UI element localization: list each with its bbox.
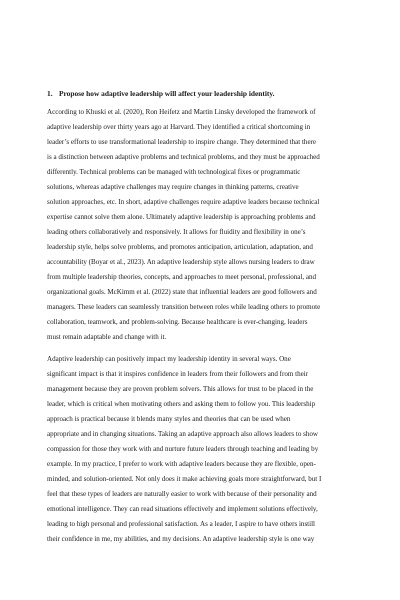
text-line: emotional intelligence. They can read situations effectively and implement solutions effectively,	[47, 505, 318, 513]
text-line: Adaptive leadership can positively impact my leadership identity in several ways. One	[47, 355, 291, 363]
text-line: leader’s efforts to use transformational leadership to inspire change. They determined that there	[47, 138, 317, 146]
text-line: feel that these types of leaders are naturally easier to work with because of their personality and	[47, 490, 317, 498]
text-line: solutions, whereas adaptive challenges may require changes in thinking patterns, creative	[47, 183, 299, 191]
text-line: leading others collaboratively and responsively. It allows for fluidity and flexibility in one’s	[47, 228, 306, 236]
text-line: compassion for those they work with and nurture future leaders through teaching and leading by	[47, 445, 319, 453]
text-line: significant impact is that it inspires confidence in leaders from their followers and from their	[47, 370, 309, 378]
text-line: collaboration, teamwork, and problem-solving. Because healthcare is ever-changing, leaders	[47, 318, 308, 326]
text-line: their confidence in me, my abilities, and my decisions. An adaptive leadership style is one way	[47, 535, 315, 543]
section-heading	[47, 89, 360, 99]
text-line: minded, and solution-oriented. Not only does it make achieving goals more straightforward, but I	[47, 475, 322, 483]
body-text	[47, 105, 360, 547]
paragraph	[47, 105, 360, 345]
text-line: adaptive leadership over thirty years ago at Harvard. They identified a critical shortcoming in	[47, 123, 311, 131]
heading-text: Propose how adaptive leadership will affect your leadership identity.	[59, 89, 275, 98]
text-line: According to Khuski et al. (2020), Ron Heifetz and Martin Linsky developed the framework of	[47, 108, 316, 116]
text-line: example. In my practice, I prefer to work with adaptive leaders because they are flexible, open-	[47, 460, 316, 468]
text-line: leader, which is critical when motivating others and asking them to follow you. This leadership	[47, 400, 316, 408]
text-line: accountability (Boyar et al., 2023). An adaptive leadership style allows nursing leaders to draw	[47, 258, 315, 266]
text-line: leading to high personal and professional satisfaction. As a leader, I aspire to have others instill	[47, 520, 316, 528]
paragraph	[47, 352, 360, 547]
text-line: management because they are proven problem solvers. This allows for trust to be placed in the	[47, 385, 314, 393]
text-line: solution approaches, etc. In short, adaptive challenges require adaptive leaders because technical	[47, 198, 320, 206]
text-line: differently. Technical problems can be managed with technological fixes or programmatic	[47, 168, 301, 176]
text-line: organizational goals. McKimm et al. (2022) state that influential leaders are good followers and	[47, 288, 317, 296]
text-line: approach is practical because it blends many styles and theories that can be used when	[47, 415, 291, 423]
text-line: must remain adaptable and change with it.	[47, 333, 167, 341]
text-line: from multiple leadership theories, concepts, and approaches to meet personal, professional, and	[47, 273, 317, 281]
text-line: managers. These leaders can seamlessly transition between roles while leading others to promote	[47, 303, 321, 311]
text-line: leadership style, helps solve problems, and promotes anticipation, articulation, adaptation, and	[47, 243, 313, 251]
text-line: is a distinction between adaptive problems and technical problems, and they must be approached	[47, 153, 320, 161]
heading-number: 1.	[47, 89, 53, 98]
text-line: appropriate and in changing situations. Taking an adaptive approach also allows leaders to show	[47, 430, 318, 438]
text-line: expertise cannot solve them alone. Ultimately adaptive leadership is approaching problems and	[47, 213, 316, 221]
